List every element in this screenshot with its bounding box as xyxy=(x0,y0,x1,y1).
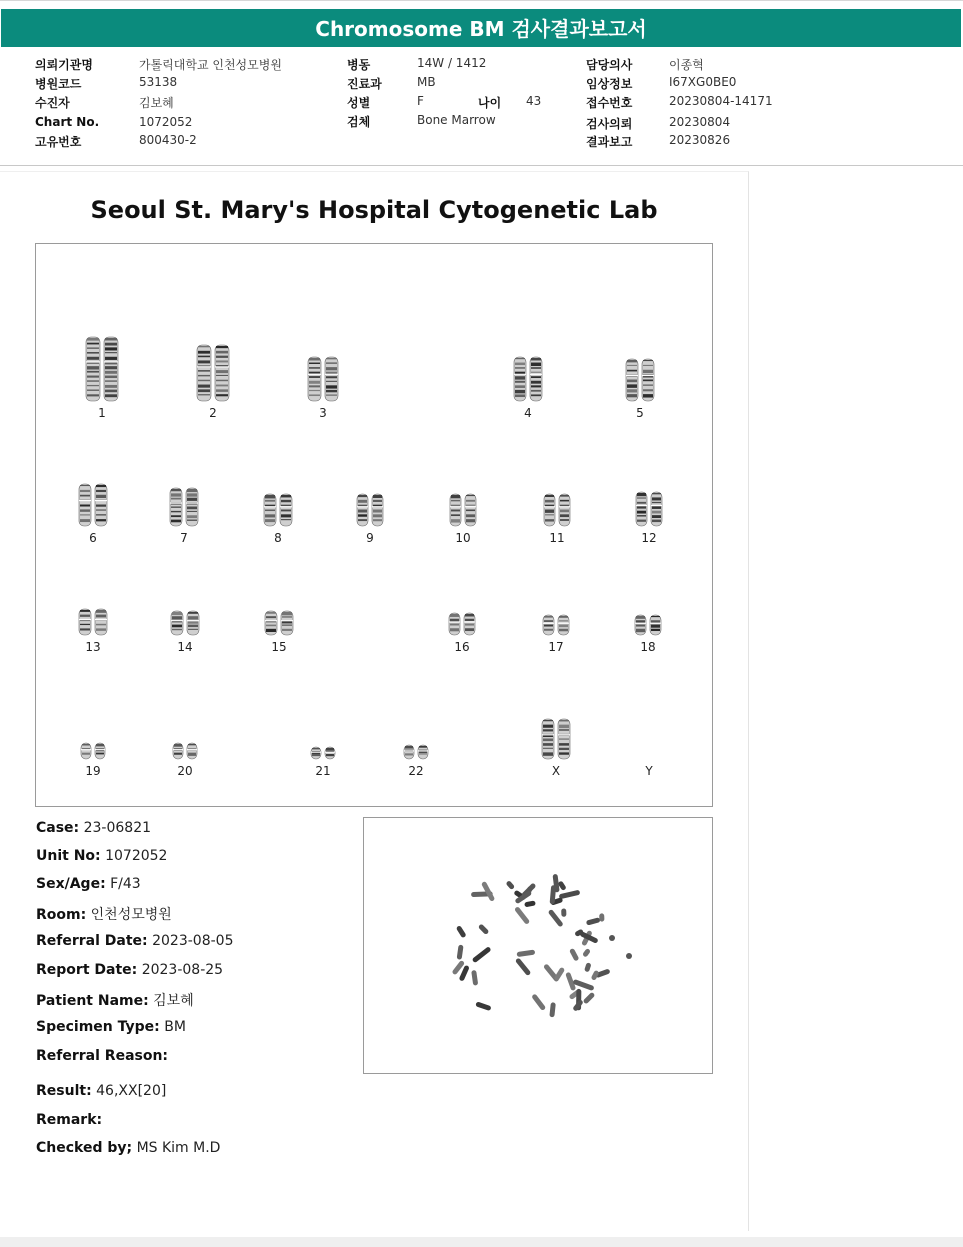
karyotype-panel xyxy=(35,243,713,807)
field-label-patient: 수진자 xyxy=(35,96,70,110)
chromosome-label: 21 xyxy=(315,764,331,778)
field-label-age: 나이 xyxy=(478,96,502,110)
case-field: Case: 23-06821 xyxy=(36,820,152,836)
chromosome-pair-image xyxy=(306,356,340,402)
cytogenetic-report xyxy=(0,171,749,1231)
chromosome-label: 17 xyxy=(548,640,564,654)
chromosome-pair-image xyxy=(171,742,199,760)
field-value-receipt-no: 20230804-14171 xyxy=(669,94,773,108)
chromosome-pair-image xyxy=(309,746,337,760)
bottom-bar xyxy=(0,1237,963,1247)
chromosome-pair-image xyxy=(541,614,571,636)
chromosome-pair-image xyxy=(168,487,200,527)
room-field: Room: 인천성모병원 xyxy=(36,907,172,923)
chromosome-label: 19 xyxy=(85,764,101,778)
field-label-request-date: 검사의뢰 xyxy=(586,117,633,131)
chromosome-label: 22 xyxy=(408,764,424,778)
chromosome-label: 12 xyxy=(641,531,657,545)
field-label-institution: 의뢰기관명 xyxy=(35,58,93,72)
chromosome-label: 16 xyxy=(454,640,470,654)
chromosome-pair-image xyxy=(448,493,478,527)
result-field: Result: 46,XX[20] xyxy=(36,1083,167,1099)
chromosome-label: 5 xyxy=(636,406,644,420)
field-label-clinical-info: 임상정보 xyxy=(586,77,633,91)
chromosome-label: 10 xyxy=(455,531,471,545)
field-value-hospital-code: 53138 xyxy=(139,75,178,89)
field-value-sex: F xyxy=(417,94,424,108)
chromosome-label: 2 xyxy=(209,406,217,420)
report-date-field: Report Date: 2023-08-25 xyxy=(36,962,224,978)
field-value-department: MB xyxy=(417,75,436,89)
chromosome-pair-image xyxy=(169,610,201,636)
field-value-specimen: Bone Marrow xyxy=(417,113,496,127)
chromosome-pair-image xyxy=(540,718,572,760)
metaphase-spread-image xyxy=(364,818,712,1073)
chromosome-label: 1 xyxy=(98,406,106,420)
specimen-type-field: Specimen Type: BM xyxy=(36,1019,186,1035)
chromosome-label: 15 xyxy=(271,640,287,654)
field-value-ward: 14W / 1412 xyxy=(417,56,487,70)
chromosome-pair-image xyxy=(262,493,294,527)
metaphase-image-panel xyxy=(363,817,713,1074)
referral-date-field: Referral Date: 2023-08-05 xyxy=(36,933,234,949)
chromosome-label: 18 xyxy=(640,640,656,654)
chromosome-pair-image xyxy=(79,742,107,760)
chromosome-pair-image xyxy=(624,358,656,402)
field-label-specimen: 검체 xyxy=(347,115,371,129)
field-value-report-date: 20230826 xyxy=(669,133,731,147)
chromosome-pair-image xyxy=(402,744,430,760)
field-label-physician: 담당의사 xyxy=(586,58,633,72)
checked-by-field: Checked by; MS Kim M.D xyxy=(36,1140,221,1156)
chromosome-pair-image xyxy=(633,614,663,636)
sex-age-field: Sex/Age: F/43 xyxy=(36,876,141,892)
chromosome-label: 9 xyxy=(366,531,374,545)
field-label-ward: 병동 xyxy=(347,58,371,72)
chromosome-pair-image xyxy=(542,493,572,527)
field-value-clinical-info: I67XG0BE0 xyxy=(669,75,737,89)
field-value-unique-id: 800430-2 xyxy=(139,133,197,147)
field-label-receipt-no: 접수번호 xyxy=(586,96,633,110)
top-border xyxy=(0,0,963,1)
referral-reason-field: Referral Reason: xyxy=(36,1048,169,1064)
report-header-title: Chromosome BM 검사결과보고서 xyxy=(1,9,961,47)
chromosome-pair-image xyxy=(263,610,295,636)
field-value-patient: 김보혜 xyxy=(139,96,174,110)
chromosome-pair-image xyxy=(84,336,120,402)
chromosome-pair-image xyxy=(195,344,231,402)
chromosome-label: 20 xyxy=(177,764,193,778)
lab-title: Seoul St. Mary's Hospital Cytogenetic Lab xyxy=(90,196,658,224)
chromosome-label: 13 xyxy=(85,640,101,654)
field-value-chart-no: 1072052 xyxy=(139,115,193,129)
chromosome-pair-image xyxy=(77,608,109,636)
chromosome-pair-image xyxy=(512,356,544,402)
field-label-unique-id: 고유번호 xyxy=(35,135,82,149)
chromosome-label: 4 xyxy=(524,406,532,420)
field-label-chart-no: Chart No. xyxy=(35,115,100,129)
chromosome-label: X xyxy=(551,764,561,778)
chromosome-label: 7 xyxy=(180,531,188,545)
chromosome-label: 8 xyxy=(274,531,282,545)
chromosome-pair-image xyxy=(447,612,477,636)
field-value-institution: 가톨릭대학교 인천성모병원 xyxy=(139,58,282,72)
unit-no-field: Unit No: 1072052 xyxy=(36,848,168,864)
chromosome-pair-image xyxy=(355,493,385,527)
chromosome-pair-image xyxy=(634,491,664,527)
field-label-department: 진료과 xyxy=(347,77,382,91)
patient-name-field: Patient Name: 김보혜 xyxy=(36,993,194,1009)
chromosome-label: 11 xyxy=(549,531,565,545)
field-label-hospital-code: 병원코드 xyxy=(35,77,82,91)
chromosome-label: 14 xyxy=(177,640,193,654)
chromosome-pair-image xyxy=(77,483,109,527)
field-value-age: 43 xyxy=(526,94,542,108)
remark-field: Remark: xyxy=(36,1112,103,1128)
field-value-request-date: 20230804 xyxy=(669,115,731,129)
field-label-report-date: 결과보고 xyxy=(586,135,633,149)
chromosome-label: 6 xyxy=(89,531,97,545)
chromosome-label: 3 xyxy=(319,406,327,420)
patient-info-header xyxy=(0,47,963,166)
field-value-physician: 이종혁 xyxy=(669,58,704,72)
field-label-sex: 성별 xyxy=(347,96,371,110)
chromosome-label: Y xyxy=(645,764,653,778)
